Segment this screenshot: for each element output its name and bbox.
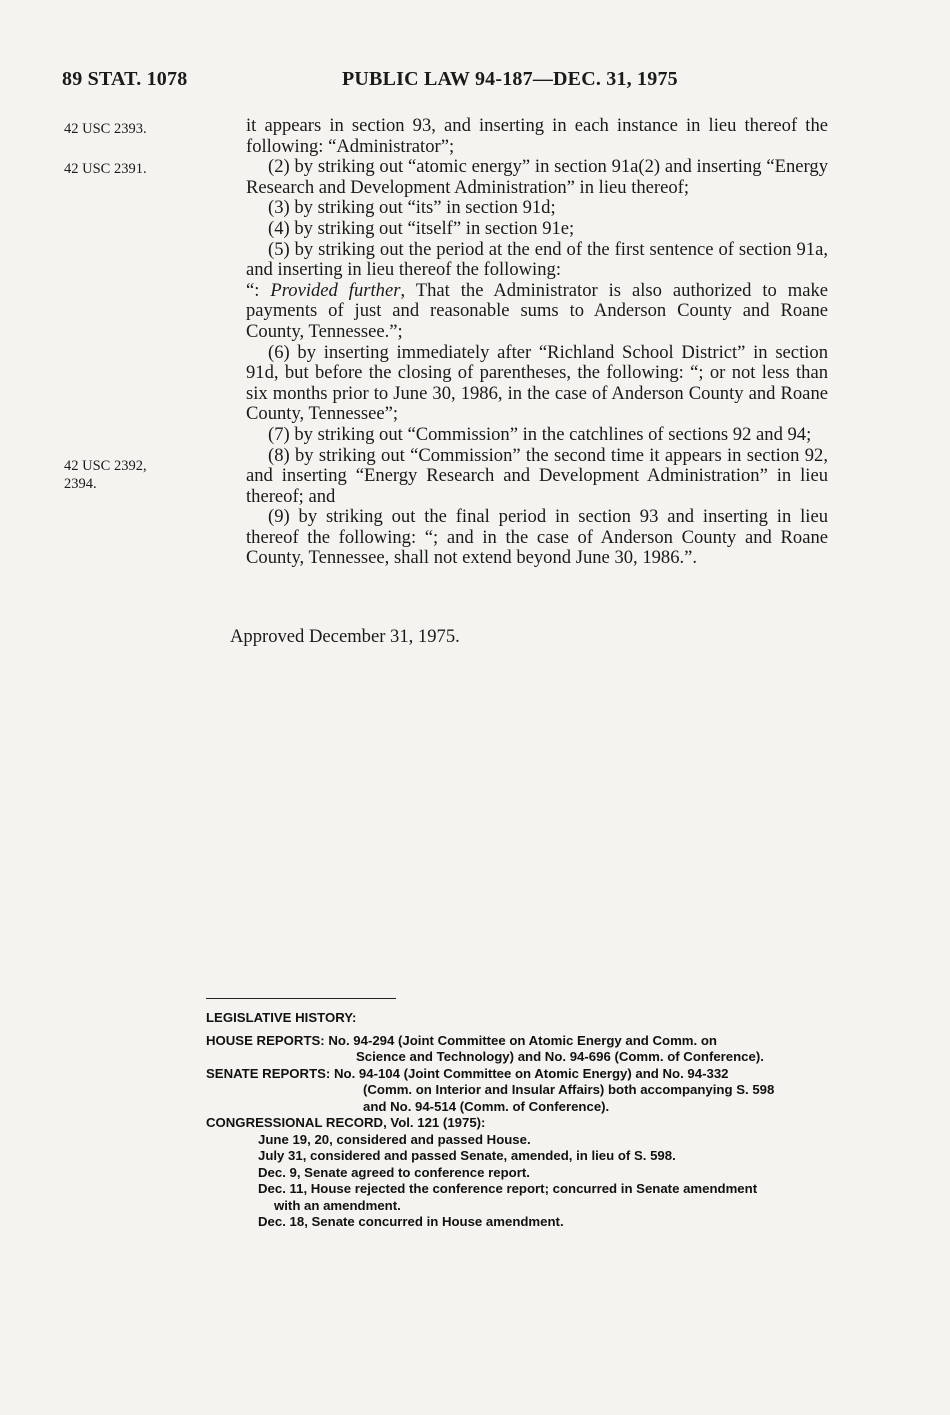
- senate-reports-label: SENATE REPORTS:: [206, 1065, 331, 1081]
- record-item-cont: with an amendment.: [274, 1197, 401, 1213]
- margin-citation: 42 USC 2392,: [64, 458, 147, 474]
- record-item: Dec. 18, Senate concurred in House amendment.: [258, 1214, 564, 1229]
- body-paragraph: “: Provided further, That the Administrator is also authorized to make payments of just and reasonable sums to Anderson County and Roane County, Tennessee.”;: [246, 279, 828, 342]
- record-item: July 31, considered and passed Senate, amended, in lieu of S. 598.: [258, 1148, 676, 1163]
- approval-date: Approved December 31, 1975.: [230, 626, 460, 647]
- body-paragraph: it appears in section 93, and inserting in each instance in lieu thereof the following: “Administrator”;: [246, 115, 828, 157]
- senate-reports-cont: and No. 94-514 (Comm. of Conference).: [363, 1098, 610, 1114]
- body-paragraph: (4) by striking out “itself” in section 91e;: [268, 217, 575, 239]
- proviso-emphasis: Provided further: [270, 279, 401, 301]
- record-item: Dec. 11, House rejected the conference report; concurred in Senate amendment: [258, 1181, 758, 1196]
- senate-reports: [206, 1066, 832, 1083]
- house-reports-cont: Science and Technology) and No. 94-696 (Comm. of Conference).: [356, 1049, 764, 1064]
- record-item: Dec. 9, Senate agreed to conference report.: [258, 1164, 530, 1180]
- body-paragraph: (9) by striking out the final period in section 93 and inserting in lieu thereof the following: “; and in the case of Anderson County and Roane County, Tennessee, shall not extend beyond June 30, 1986.”.: [246, 506, 828, 569]
- body-paragraph: (6) by inserting immediately after “Richland School District” in section 91d, but before the closing of parentheses, the following: “; or not less than six months prior to June 30, 1986, in the case of Anderson County and Roane County, Tennessee”;: [246, 341, 828, 425]
- margin-citation: 42 USC 2393.: [64, 121, 147, 137]
- body-paragraph: (5) by striking out the period at the end of the first sentence of section 91a, and inserting in lieu thereof the following:: [246, 238, 828, 281]
- margin-citation: 42 USC 2391.: [64, 161, 147, 177]
- house-reports-label: HOUSE REPORTS:: [206, 1032, 325, 1048]
- house-reports: [206, 1033, 832, 1050]
- house-reports-text: No. 94-294 (Joint Committee on Atomic Energy and Comm. on: [328, 1032, 717, 1048]
- senate-reports-text: No. 94-104 (Joint Committee on Atomic Energy) and No. 94-332: [334, 1065, 729, 1081]
- statute-body: [246, 116, 828, 569]
- stat-page-reference: 89 STAT. 1078: [62, 68, 188, 90]
- body-paragraph: (7) by striking out “Commission” in the catchlines of sections 92 and 94;: [268, 423, 812, 445]
- record-item: June 19, 20, considered and passed House.: [258, 1131, 531, 1147]
- divider-rule: [206, 998, 396, 999]
- body-paragraph: (2) by striking out “atomic energy” in section 91a(2) and inserting “Energy Research and Development Administration” in lieu thereof;: [246, 156, 828, 198]
- public-law-title: PUBLIC LAW 94-187—DEC. 31, 1975: [342, 68, 678, 90]
- body-paragraph: (8) by striking out “Commission” the second time it appears in section 92, and inserting “Energy Research and Development Administration” in lieu thereof; and: [246, 444, 828, 507]
- margin-citation: 2394.: [64, 476, 97, 492]
- body-paragraph: (3) by striking out “its” in section 91d;: [268, 197, 556, 219]
- senate-reports-cont: (Comm. on Interior and Insular Affairs) both accompanying S. 598: [363, 1082, 775, 1097]
- legislative-history-heading: LEGISLATIVE HISTORY:: [206, 1010, 357, 1025]
- congressional-record-label: CONGRESSIONAL RECORD, Vol. 121 (1975):: [206, 1115, 486, 1130]
- legislative-history: [206, 1010, 832, 1231]
